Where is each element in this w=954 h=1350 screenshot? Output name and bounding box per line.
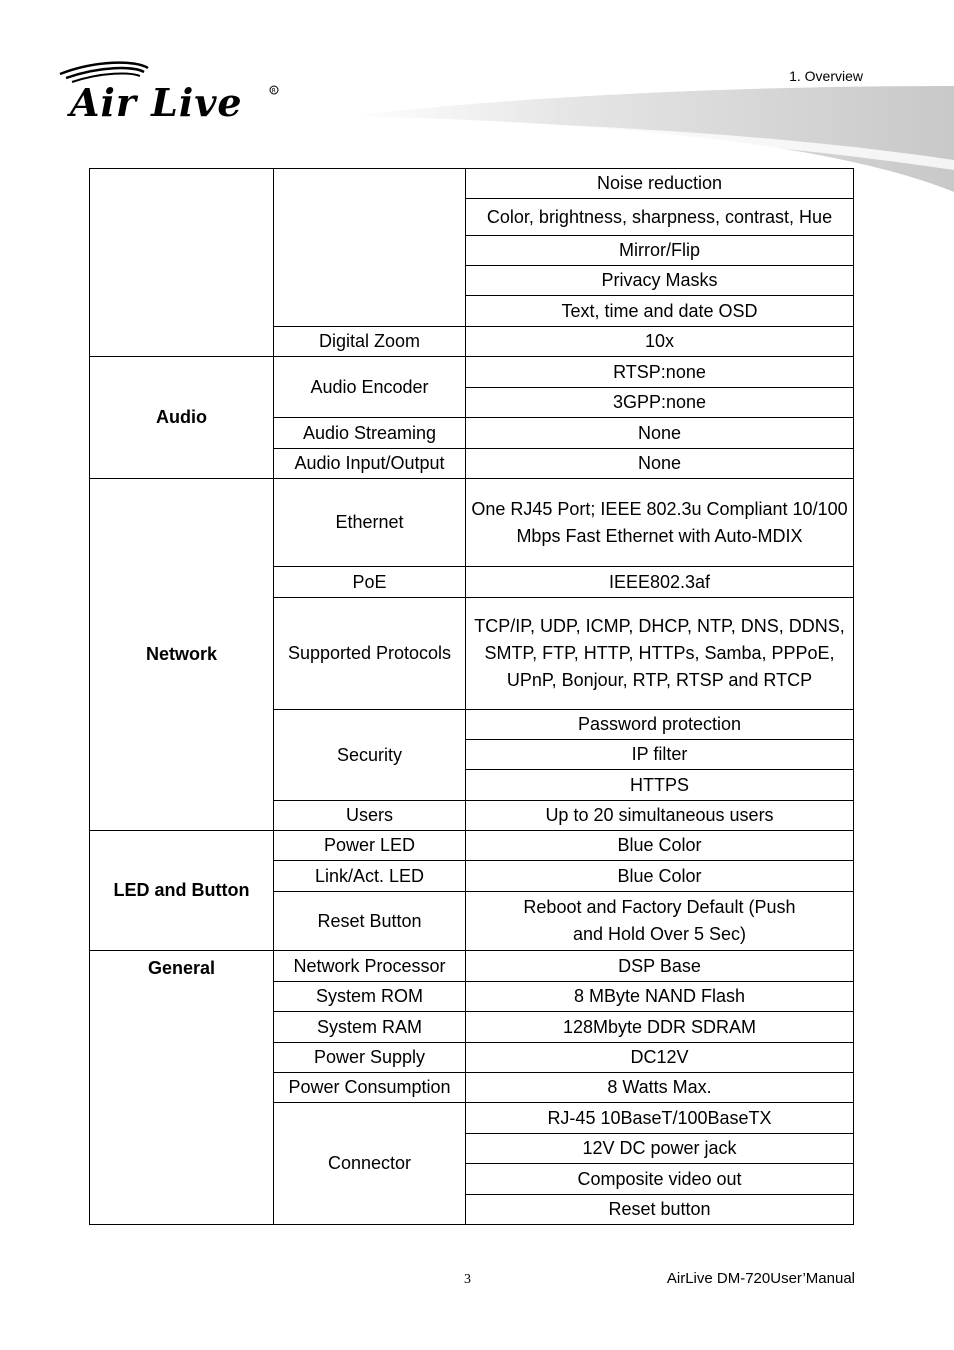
value-cell: 8 MByte NAND Flash	[466, 982, 854, 1012]
value-cell: IEEE802.3af	[466, 567, 854, 598]
value-cell: HTTPS	[466, 770, 854, 801]
category-cell-led-and-button: LED and Button	[90, 831, 274, 951]
feature-cell: Audio Streaming	[274, 418, 466, 449]
feature-cell: System RAM	[274, 1012, 466, 1043]
value-cell: Blue Color	[466, 861, 854, 892]
value-cell: None	[466, 418, 854, 449]
airlive-logo	[56, 58, 286, 122]
specifications-table	[89, 168, 854, 1225]
value-cell: DSP Base	[466, 951, 854, 982]
feature-cell: Reset Button	[274, 892, 466, 951]
feature-cell: Network Processor	[274, 951, 466, 982]
value-cell: One RJ45 Port; IEEE 802.3u Compliant 10/100 Mbps Fast Ethernet with Auto-MDIX	[466, 479, 854, 567]
feature-cell: Audio Input/Output	[274, 449, 466, 479]
value-cell: 8 Watts Max.	[466, 1073, 854, 1103]
value-cell: RTSP:none	[466, 357, 854, 388]
value-cell: Blue Color	[466, 831, 854, 861]
feature-cell: Power Supply	[274, 1043, 466, 1073]
value-cell: Mirror/Flip	[466, 236, 854, 266]
value-cell: RJ-45 10BaseT/100BaseTX	[466, 1103, 854, 1134]
feature-cell: Security	[274, 710, 466, 801]
svg-text:Air Live: Air Live	[70, 80, 243, 122]
value-cell: Color, brightness, sharpness, contrast, Hue	[466, 199, 854, 236]
category-cell-network: Network	[90, 479, 274, 831]
feature-cell: Supported Protocols	[274, 598, 466, 710]
table-row	[90, 831, 854, 861]
feature-cell: Digital Zoom	[274, 327, 466, 357]
feature-cell: PoE	[274, 567, 466, 598]
feature-cell	[274, 169, 466, 327]
svg-text:R: R	[271, 87, 276, 95]
table-row	[90, 357, 854, 388]
value-cell: Privacy Masks	[466, 266, 854, 296]
feature-cell: Users	[274, 801, 466, 831]
value-cell: 3GPP:none	[466, 388, 854, 418]
table-row	[90, 479, 854, 567]
feature-cell: Power LED	[274, 831, 466, 861]
value-cell: 12V DC power jack	[466, 1134, 854, 1164]
feature-cell: Ethernet	[274, 479, 466, 567]
value-cell: Password protection	[466, 710, 854, 740]
category-cell-general: General	[90, 951, 274, 1225]
value-cell: IP filter	[466, 740, 854, 770]
feature-cell: System ROM	[274, 982, 466, 1012]
feature-cell: Connector	[274, 1103, 466, 1225]
value-cell: Up to 20 simultaneous users	[466, 801, 854, 831]
page-number: 3	[464, 1272, 471, 1287]
value-cell: 10x	[466, 327, 854, 357]
value-cell: Reset button	[466, 1195, 854, 1225]
value-cell: Composite video out	[466, 1164, 854, 1195]
category-cell-audio: Audio	[90, 357, 274, 479]
value-cell: None	[466, 449, 854, 479]
value-cell: 128Mbyte DDR SDRAM	[466, 1012, 854, 1043]
feature-cell: Link/Act. LED	[274, 861, 466, 892]
footer-document-title: AirLive DM-720User’Manual	[666, 1270, 855, 1287]
feature-cell: Power Consumption	[274, 1073, 466, 1103]
value-cell: TCP/IP, UDP, ICMP, DHCP, NTP, DNS, DDNS, SMTP, FTP, HTTP, HTTPs, Samba, PPPoE, UPnP, Bonjour, RTP, RTSP and RTCP	[466, 598, 854, 710]
value-cell: Reboot and Factory Default (Push and Hold Over 5 Sec)	[466, 892, 854, 951]
feature-cell: Audio Encoder	[274, 357, 466, 418]
section-header: 1. Overview	[789, 68, 863, 84]
table-row	[90, 169, 854, 199]
value-cell: Noise reduction	[466, 169, 854, 199]
value-cell: DC12V	[466, 1043, 854, 1073]
category-cell	[90, 169, 274, 357]
value-cell: Text, time and date OSD	[466, 296, 854, 327]
table-row	[90, 951, 854, 982]
